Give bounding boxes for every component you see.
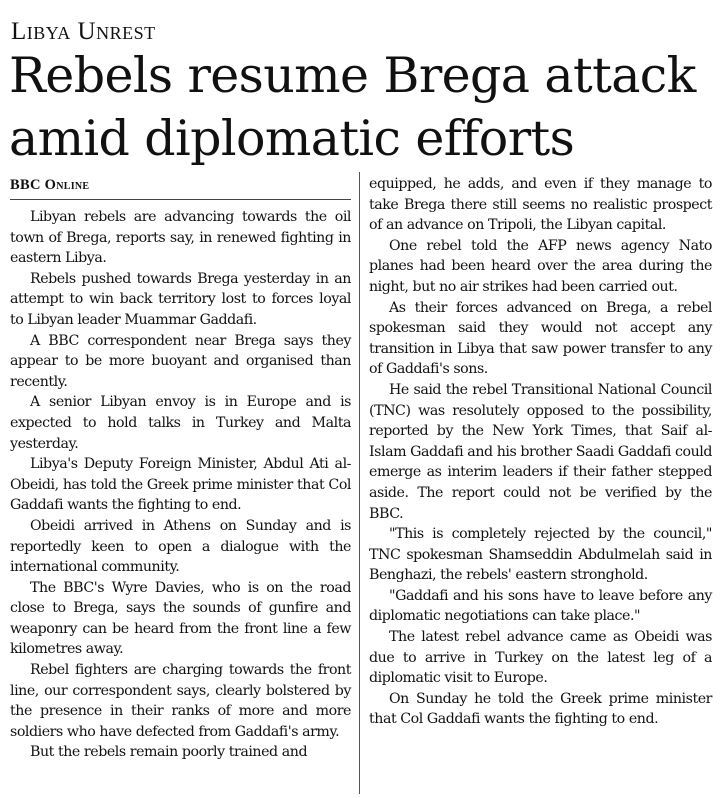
article-headline [9, 44, 713, 170]
headline-line-1: Rebels resume Brega attack [9, 47, 696, 104]
paragraph: The latest rebel advance came as Obeidi was due to arrive in Turkey on the latest leg of a diplomatic visit to Europe. [369, 629, 712, 687]
headline-line-2: amid diplomatic efforts [9, 110, 575, 167]
section-kicker: Libya Unrest [11, 18, 156, 45]
paragraph: A senior Libyan envoy is in Europe and is expected to hold talks in Turkey and Malta yesterday. [10, 394, 351, 452]
paragraph: Libya's Deputy Foreign Minister, Abdul Ati al-Obeidi, has told the Greek prime minister that Col Gaddafi wants the fighting to end. [10, 456, 351, 514]
left-column [10, 176, 351, 798]
right-column [369, 174, 712, 798]
paragraph: As their forces advanced on Brega, a rebel spokesman said they would not accept any transition in Libya that saw power transfer to any of Gaddafi's sons. [369, 299, 712, 378]
paragraph: "Gaddafi and his sons have to leave before any diplomatic negotiations can take place." [369, 587, 712, 625]
paragraph: Libyan rebels are advancing towards the oil town of Brega, reports say, in renewed fighting in eastern Libya. [10, 209, 351, 267]
paragraph: One rebel told the AFP news agency Nato planes had been heard over the area during the night, but no air strikes had been carried out. [369, 237, 712, 295]
paragraph: "This is completely rejected by the council," TNC spokesman Shamseddin Abdulmelah said in Benghazi, the rebels' eastern stronghold. [369, 526, 712, 584]
column-divider [359, 172, 360, 794]
paragraph: He said the rebel Transitional National Council (TNC) was resolutely opposed to the possibility, reported by the New York Times, that Saif al-Islam Gaddafi and his brother Saadi Gaddafi could emerge as interim leaders if their father stepped aside. The report could not be verified by the BBC. [369, 381, 712, 522]
paragraph: equipped, he adds, and even if they manage to take Brega there still seems no realistic prospect of an advance on Tripoli, the Libyan capital. [369, 176, 712, 234]
paragraph: Rebels pushed towards Brega yesterday in an attempt to win back territory lost to forces loyal to Libyan leader Muammar Gaddafi. [10, 270, 351, 328]
paragraph: A BBC correspondent near Brega says they appear to be more buoyant and organised than recently. [10, 332, 351, 390]
paragraph: On Sunday he told the Greek prime minister that Col Gaddafi wants the fighting to end. [369, 690, 712, 728]
article-body [10, 176, 711, 798]
paragraph: The BBC's Wyre Davies, who is on the road close to Brega, says the sounds of gunfire and weaponry can be heard from the front line a few kilometres away. [10, 579, 351, 658]
paragraph: Obeidi arrived in Athens on Sunday and is reportedly keen to open a dialogue with the international community. [10, 517, 351, 576]
paragraph: But the rebels remain poorly trained and [30, 744, 308, 761]
paragraph: Rebel fighters are charging towards the front line, our correspondent says, clearly bolstered by the presence in their ranks of more and more soldiers who have defected from Gaddafi's army. [10, 662, 351, 740]
byline: BBC Online [10, 176, 351, 200]
